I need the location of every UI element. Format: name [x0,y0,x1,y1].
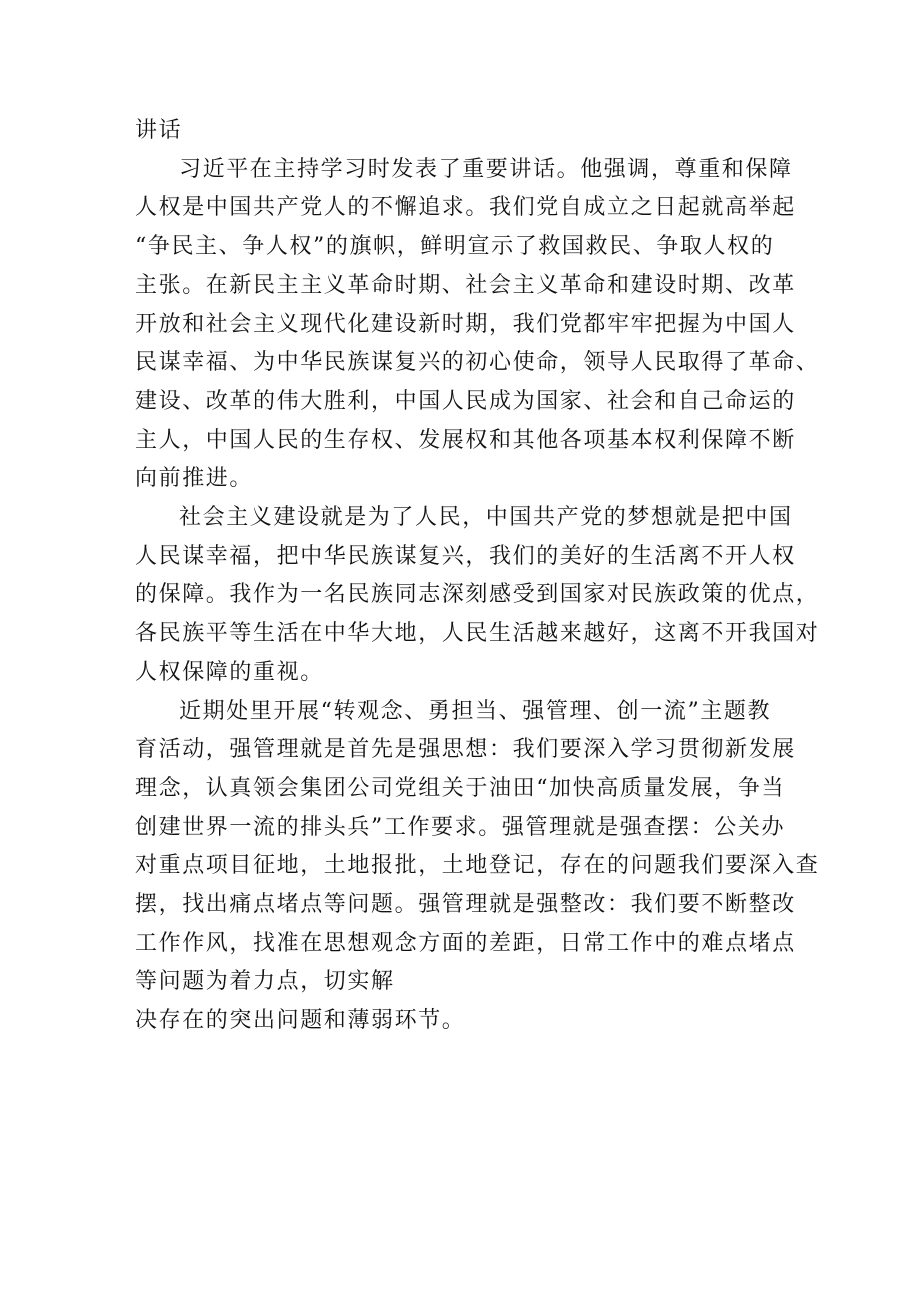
text-line: 近期处里开展“转观念、勇担当、强管理、创一流”主题教 [179,698,772,724]
text-line: 人权保障的重视。 [135,659,324,685]
paragraph-3 [135,693,820,1003]
text-line: 民谋幸福、为中华民族谋复兴的初心使命，领导人民取得了革命、 [135,350,820,376]
text-line: 建设、改革的伟大胜利，中国人民成为国家、社会和自己命运的 [135,388,796,414]
text-line: 各民族平等生活在中华大地，人民生活越来越好，这离不开我国对 [135,621,820,647]
paragraph-2 [135,499,820,693]
text-line: 社会主义建设就是为了人民，中国共产党的梦想就是把中国 [179,505,793,531]
text-line: 开放和社会主义现代化建设新时期，我们党都牢牢把握为中国人 [135,311,796,337]
text-line: 育活动，强管理就是首先是强思想：我们要深入学习贯彻新发展 [135,737,796,763]
text-line: 主张。在新民主主义革命时期、社会主义革命和建设时期、改革 [135,272,796,298]
document-page [135,112,820,1041]
text-line: 的保障。我作为一名民族同志深刻感受到国家对民族政策的优点， [135,582,820,608]
text-line: 对重点项目征地，土地报批，土地登记，存在的问题我们要深入查 [135,853,820,879]
text-line: 人民谋幸福，把中华民族谋复兴，我们的美好的生活离不开人权 [135,543,796,569]
continuation-line: 讲话 [135,118,183,143]
text-line: “争民主、争人权”的旗帜，鲜明宣示了救国救民、争取人权的 [135,234,775,260]
text-line: 工作作风，找准在思想观念方面的差距，日常工作中的难点堵点 [135,930,796,956]
text-line: 等问题为着力点，切实解 [135,969,395,995]
text-line: 人权是中国共产党人的不懈追求。我们党自成立之日起就高举起 [135,195,796,221]
text-line: 理念，认真领会集团公司党组关于油田“加快高质量发展，争当 [135,775,786,801]
paragraph-1 [135,151,820,499]
text-line: 习近平在主持学习时发表了重要讲话。他强调，尊重和保障 [179,156,793,182]
text-line: 向前推进。 [135,466,254,492]
text-line: 摆，找出痛点堵点等问题。强管理就是强整改：我们要不断整改 [135,892,796,918]
text-line: 创建世界一流的排头兵”工作要求。强管理就是强查摆：公关办 [135,814,786,840]
trailing-line: 决存在的突出问题和薄弱环节。 [135,1008,466,1034]
text-line: 主人，中国人民的生存权、发展权和其他各项基本权利保障不断 [135,427,796,453]
